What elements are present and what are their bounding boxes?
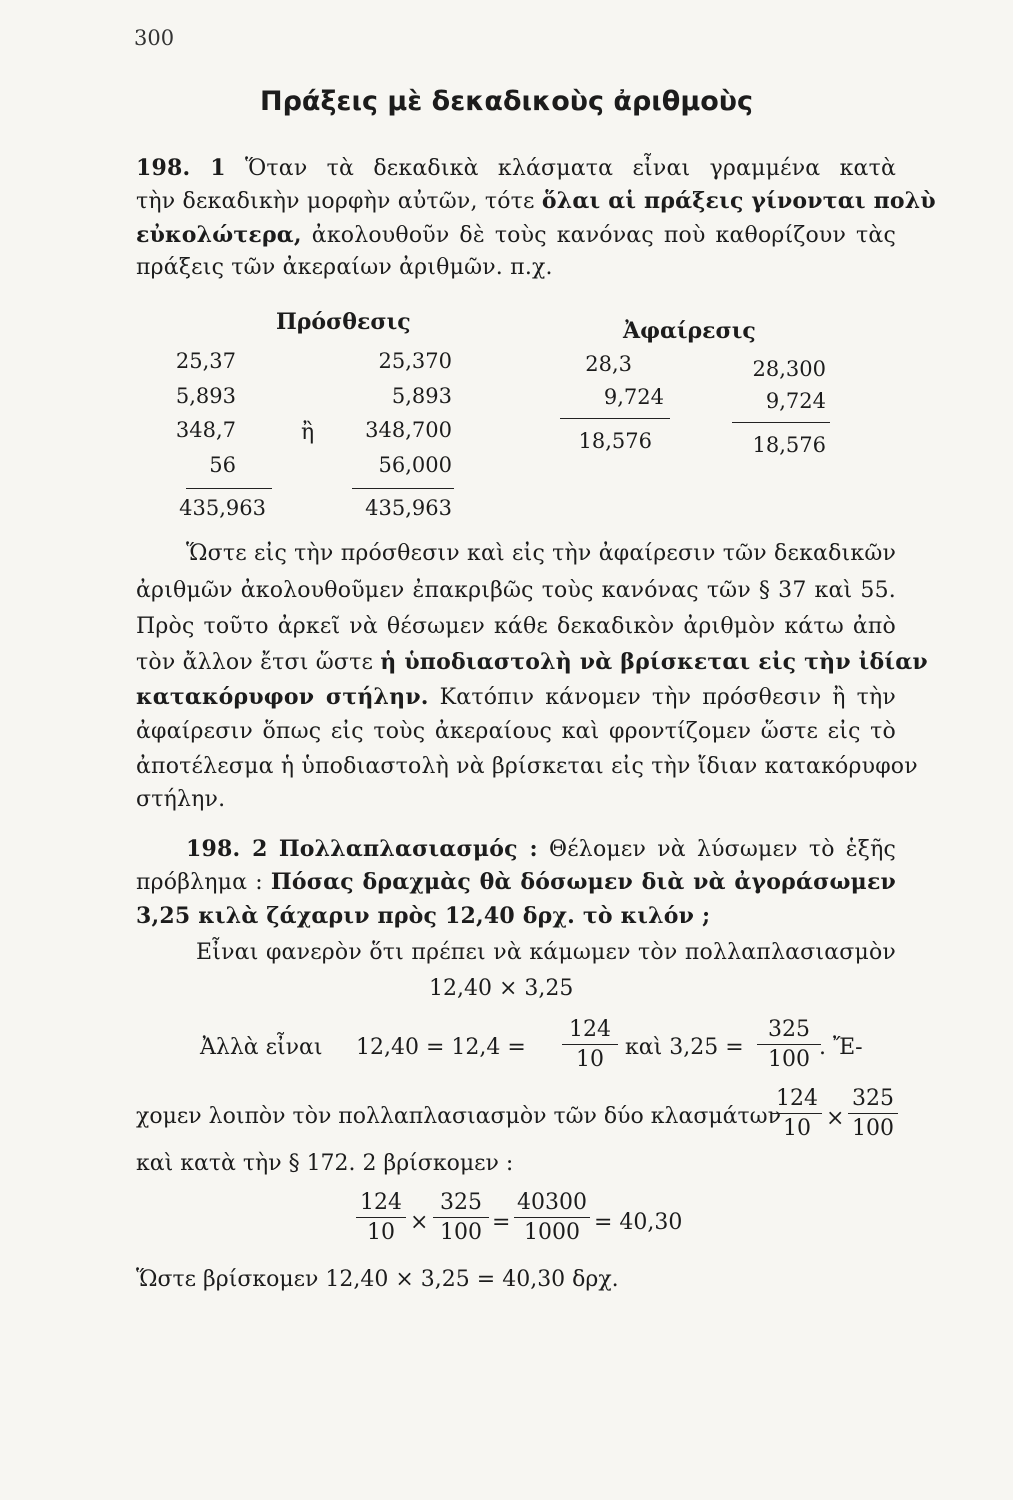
sec1-number: 198. 1	[136, 155, 226, 181]
sec2-title: Πολλαπλασιασμός :	[278, 836, 538, 862]
fraction-325-100	[757, 1017, 821, 1072]
sec1-text-2: τὴν δεκαδικὴν μορφὴν αὐτῶν, τότε	[136, 189, 535, 214]
addition-heading: Πρόσθεσις	[276, 309, 411, 335]
product-fraction-2	[848, 1086, 898, 1141]
add-col2-row-4: 56,000	[378, 453, 452, 477]
add-col1-rule	[186, 488, 272, 489]
sub-col1-result: 18,576	[578, 429, 652, 453]
add-col2-total: 435,963	[365, 496, 452, 520]
sec2-line-5: χομεν λοιπὸν τὸν πολλαπλασιασμὸν τῶν δύο κλασμάτων	[136, 1104, 781, 1129]
fraction-325-100-numerator: 325	[757, 1017, 821, 1045]
calc-fraction-result-denominator: 1000	[524, 1220, 580, 1245]
add-col1-total: 435,963	[179, 496, 266, 520]
multiplication-expression: 12,40 × 3,25	[429, 976, 574, 1001]
sec2-bold-3: 3,25 κιλὰ ζάχαριν πρὸς 12,40 δρχ. τὸ κιλόν ;	[136, 903, 711, 929]
product-fraction-1-denominator: 10	[783, 1116, 811, 1141]
calc-fraction-1-numerator: 124	[356, 1190, 406, 1218]
sub-col2-row-1: 28,300	[752, 357, 826, 381]
add-col2-row-1: 25,370	[378, 349, 452, 373]
para-bold-4: ἡ ὑποδιαστολὴ νὰ βρίσκεται εἰς τὴν ἰδίαν	[380, 649, 928, 675]
calc-times: ×	[410, 1210, 429, 1235]
para-bold-5: κατακόρυφον στήλην.	[136, 684, 429, 710]
sec1-text-1: Ὅταν τὰ δεκαδικὰ κλάσματα εἶναι γραμμένα κατὰ	[245, 156, 896, 181]
calc-fraction-2	[433, 1190, 489, 1245]
para-line-2: ἀριθμῶν ἀκολουθοῦμεν ἐπακριβῶς τοὺς κανόνας τῶν § 37 καὶ 55.	[136, 578, 896, 603]
sub-col1-row-2: 9,724	[603, 385, 664, 409]
sec1-line-3	[136, 222, 896, 248]
sub-col1-row-1: 28,3	[585, 352, 632, 376]
calc-fraction-2-numerator: 325	[433, 1190, 489, 1218]
sec1-line-4: πράξεις τῶν ἀκεραίων ἀριθμῶν. π.χ.	[136, 255, 553, 280]
page-number: 300	[134, 26, 175, 50]
sec1-text-3: ἀκολουθοῦν δὲ τοὺς κανόνας ποὺ καθορίζουν τὰς	[311, 223, 896, 248]
sub-col2-rule	[732, 422, 830, 423]
equation-1: 12,40 = 12,4 =	[356, 1035, 526, 1060]
final-statement: Ὥστε βρίσκομεν 12,40 × 3,25 = 40,30 δρχ.	[136, 1267, 619, 1292]
sec2-line-3	[136, 903, 710, 929]
calc-fraction-1-denominator: 10	[367, 1220, 395, 1245]
para-text-4: τὸν ἄλλον ἔτσι ὥστε	[136, 650, 374, 675]
para-line-1: Ὥστε εἰς τὴν πρόσθεσιν καὶ εἰς τὴν ἀφαίρεσιν τῶν δεκαδικῶν	[186, 541, 897, 566]
add-col1-row-2: 5,893	[175, 384, 236, 408]
continuation: . Ἔ-	[819, 1035, 863, 1060]
page-title: Πράξεις μὲ δεκαδικοὺς ἀριθμοὺς	[259, 86, 754, 117]
fraction-124-10-denominator: 10	[576, 1047, 604, 1072]
sec2-line-1	[186, 836, 896, 862]
calc-fraction-result	[514, 1190, 590, 1245]
para-line-7: ἀποτέλεσμα ἡ ὑποδιαστολὴ νὰ βρίσκεται εἰς τὴν ἴδιαν κατακόρυφον	[136, 754, 918, 779]
calc-result: = 40,30	[594, 1210, 683, 1235]
product-fraction-2-denominator: 100	[852, 1116, 894, 1141]
addition-or: ἢ	[301, 420, 315, 445]
subtraction-heading: Ἀφαίρεσις	[623, 318, 756, 344]
product-fraction-1	[772, 1086, 822, 1141]
fraction-124-10-numerator: 124	[562, 1017, 618, 1045]
but-text: Ἀλλὰ εἶναι	[200, 1035, 323, 1060]
para-text-5: Κατόπιν κάνομεν τὴν πρόσθεσιν ἢ τὴν	[439, 685, 896, 710]
para-line-6: ἀφαίρεσιν ὅπως εἰς τοὺς ἀκεραίους καὶ φροντίζομεν ὥστε εἰς τὸ	[136, 719, 896, 744]
sec2-line-2	[136, 869, 896, 895]
calc-fraction-1	[356, 1190, 406, 1245]
product-fraction-1-numerator: 124	[772, 1086, 822, 1114]
product-fraction-2-numerator: 325	[848, 1086, 898, 1114]
add-col1-row-4: 56	[209, 453, 236, 477]
sub-col2-row-2: 9,724	[765, 389, 826, 413]
sec2-line-4: Εἶναι φανερὸν ὅτι πρέπει νὰ κάμωμεν τὸν πολλαπλασιασμὸν	[196, 940, 896, 965]
add-col1-row-1: 25,37	[175, 349, 236, 373]
sec2-text-2: πρόβλημα :	[136, 870, 263, 895]
para-line-5	[136, 684, 896, 710]
sec1-bold-2: ὅλαι αἱ πράξεις γίνονται πολὺ	[541, 188, 936, 214]
sec2-text-1: Θέλομεν νὰ λύσωμεν τὸ ἑξῆς	[548, 837, 896, 862]
add-col1-row-3: 348,7	[175, 418, 236, 442]
add-col2-rule	[352, 488, 454, 489]
sec1-line-2	[136, 188, 936, 214]
sec1-line-1	[136, 155, 896, 181]
calc-fraction-result-numerator: 40300	[514, 1190, 590, 1218]
para-line-3: Πρὸς τοῦτο ἀρκεῖ νὰ θέσωμεν κάθε δεκαδικὸν ἀριθμὸν κάτω ἀπὸ	[136, 614, 896, 639]
fraction-325-100-denominator: 100	[768, 1047, 810, 1072]
para-line-4	[136, 649, 928, 675]
fraction-124-10	[562, 1017, 618, 1072]
sec2-number: 198. 2	[186, 836, 268, 862]
sec1-bold-3: εὐκολώτερα,	[136, 222, 302, 248]
and-equation: καὶ 3,25 =	[625, 1035, 744, 1060]
calc-fraction-2-denominator: 100	[440, 1220, 482, 1245]
add-col2-row-2: 5,893	[391, 384, 452, 408]
sec2-bold-2: Πόσας δραχμὰς θὰ δόσωμεν διὰ νὰ ἀγοράσωμεν	[270, 869, 896, 895]
sub-col1-rule	[560, 418, 670, 419]
add-col2-row-3: 348,700	[365, 418, 452, 442]
calc-equals: =	[492, 1210, 511, 1235]
sub-col2-result: 18,576	[752, 433, 826, 457]
times-sign: ×	[826, 1106, 845, 1131]
para-line-8: στήλην.	[136, 787, 226, 812]
sec2-line-6: καὶ κατὰ τὴν § 172. 2 βρίσκομεν :	[136, 1151, 514, 1176]
